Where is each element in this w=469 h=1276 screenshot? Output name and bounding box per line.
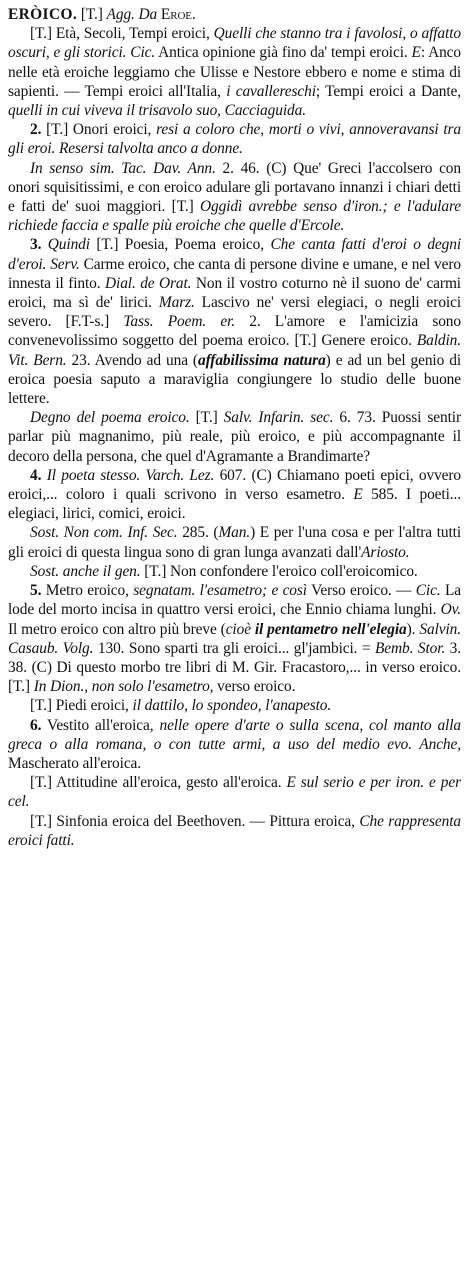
text-run: [T.] Non confondere l'eroico coll'eroicomico. [140,562,418,580]
text-run: ; Tempi eroici a Dante, [315,82,461,100]
text-run: Antica opinione già fino da' tempi eroici. [155,44,412,62]
text-run: Cic. [415,582,441,600]
text-run: E [353,486,363,504]
entry-paragraph [8,581,461,696]
text-run: Il poeta stesso. Varch. Lez. [46,466,215,484]
text-run: affabilissima natura [197,351,326,369]
text-run: In Dion., non solo l'esametro, [33,678,214,696]
text-run: ) e ad un bel genio di eroica poesia saputo a maraviglia congiungere lo studio delle buone lettere. [8,351,461,408]
text-run: quelli in cui viveva il trisavolo suo, Cacciaguida. [8,102,306,120]
entry-paragraph [8,812,461,850]
text-run: Tass. Poem. er. [123,313,236,331]
etymology-end: . [191,6,196,23]
text-run: Vestito all'eroica, [41,716,160,734]
text-run: ) E per l'una cosa e per l'altra tutti gli eroici di questa lingua sono di gran lunga avanzati dall' [8,524,461,561]
text-run: Che canta fatti d'eroi o degni d'eroi. Serv. [8,236,462,273]
text-run: 5. [30,582,42,600]
text-run: Lascivo ne' versi elegiaci, o negli eroici severo. [F.T-s.] [8,294,461,331]
text-run: Salvin. Casaub. Volg. [8,620,461,657]
text-run: Dial. de Orat. [105,274,192,292]
text-run: Mascherato all'eroica. [8,754,142,772]
text-run: [T.] Onori eroici, [41,121,157,139]
text-run: il dattilo, lo spondeo, l'anapesto. [132,697,332,715]
text-run: Marz. [158,294,195,312]
dictionary-entry-eroico [8,5,461,850]
entry-paragraph [8,235,461,408]
text-run: Età, Secoli, Tempi eroici, [55,25,214,43]
entry-paragraph [8,466,461,524]
text-run: 585. I poeti... elegiaci, lirici, comici, eroici. [8,486,461,523]
etymology-prefix: Da [138,6,158,23]
text-run: Baldin. Vit. Bern. [8,332,461,369]
text-run: 6. [30,716,42,734]
text-run: Verso eroico. — [306,582,416,600]
entry-paragraph [8,696,461,715]
etymology-word: Eroe [160,6,192,23]
entry-paragraph [8,562,461,581]
text-run: [T.] Piedi eroici, [30,697,133,715]
entry-header [8,5,461,24]
text-run: 2. L'amore e l'amicizia sono convenevolissimo soggetto del poema eroico. [T.] Genere eroico. [8,313,461,350]
text-run: Degno del poema eroico. [30,409,190,427]
text-run: [T.] [30,25,56,43]
headword: ERÒICO. [8,6,78,23]
entry-paragraph [8,408,461,466]
text-run: verso eroico. [213,678,296,696]
text-run: 130. Sono sparti tra gli eroici... gl'jambici. = [93,639,375,657]
text-run: La lode del morto incisa in quattro versi eroici, che Ennio chiama lunghi. [8,582,462,619]
text-run: Sost. anche il gen. [30,562,141,580]
text-run: 6. 73. Puossi sentir parlar più magnanimo, più reale, più eroico, e più accompagnante il decoro della persona, che quel d'Agramante a Brandimarte? [8,409,461,465]
text-run: nelle opere d'arte o sulla scena, col manto alla greca o alla romana, o con tutte armi, a uso del medio evo. Anche, [8,716,461,753]
text-run: Il metro eroico con altro più breve ( [8,620,226,638]
text-run: Sost. Non com. Inf. Sec. [30,524,178,542]
text-run: [T.] Attitudine all'eroica, gesto all'eroica. [30,774,287,792]
text-run: [T.] Sinfonia eroica del Beethoven. — Pittura eroica, [30,812,360,830]
text-run: Ov. [440,601,461,619]
text-run: : Anco nelle età eroiche leggiamo che Ulisse e Nestore ebbero e nome e stima di sapienti. — Tempi eroici all'Italia, [8,44,462,100]
text-run: Cic. [130,44,156,62]
text-run: 285. ( [177,524,219,542]
text-run: E [411,44,421,62]
text-run: 4. [30,466,42,484]
text-run: cioè [225,620,255,638]
text-run: ). [406,620,420,638]
text-run: [T.] Poesia, Poema eroico, [89,236,271,254]
text-run: i cavallereschi [226,82,316,100]
text-run: segnatam. l'esametro; e così [133,582,307,600]
entry-paragraph [8,120,461,158]
text-run: [T.] [189,409,224,427]
text-run: il pentametro nell'elegia [254,620,407,638]
text-run: Carme eroico, che canta di persone divine e umane, e nel vero innesta il finto. [8,255,461,292]
text-run: Oggidì avrebbe senso d'iron.; e l'adulare richiede faccia e spalle più eroiche che quelle d'Ercole. [8,198,462,235]
text-run: Bemb. Stor. [374,639,446,657]
entry-paragraph [8,773,461,811]
text-run: resi a coloro che, morti o vivi, annoveravansi tra gli eroi. Resersi talvolta anco a donne. [8,121,461,158]
text-run: 3. [30,236,42,254]
text-run: Quindi [47,236,90,254]
text-run: In senso sim. Tac. Dav. Ann. [30,159,216,177]
text-run: Salv. Infarin. sec. [223,409,334,427]
text-run: 23. Avendo ad una ( [66,351,198,369]
entry-paragraph [8,716,461,774]
source-tag: [T.] [80,6,103,23]
text-run: 607. (C) Chiamano poeti epici, ovvero eroici,... coloro i quali scrivono in verso esametro. [8,466,462,504]
text-run: Non il vostro coturno nè il suono de' carmi eroici, ma sì de' lirici. [8,274,461,312]
part-of-speech: Agg. [106,6,135,23]
entry-paragraph [8,523,461,561]
entry-paragraph [8,24,461,120]
text-run: Ariosto. [361,543,410,561]
entry-body [8,24,461,850]
text-run: Metro eroico, [41,582,134,600]
text-run: 3. 38. (C) Di questo morbo tre libri di M. Gir. Fracastoro,... in verso eroico. [T.] [8,639,462,696]
text-run: 2. 46. (C) Que' Greci l'accolsero con onori squisitissimi, e con eroico adulare gli portavano innanzi i chiari detti e fatti de' suoi maggiori. [T.] [8,159,461,216]
text-run: Man. [218,524,251,542]
text-run: E sul serio e per iron. e per cel. [8,774,461,811]
text-run: Che rappresenta eroici fatti. [8,812,461,849]
text-run: Quelli che stanno tra i favolosi, o affatto oscuri, e gli storici. [8,25,461,62]
text-run: 2. [30,121,42,139]
entry-paragraph [8,159,461,236]
